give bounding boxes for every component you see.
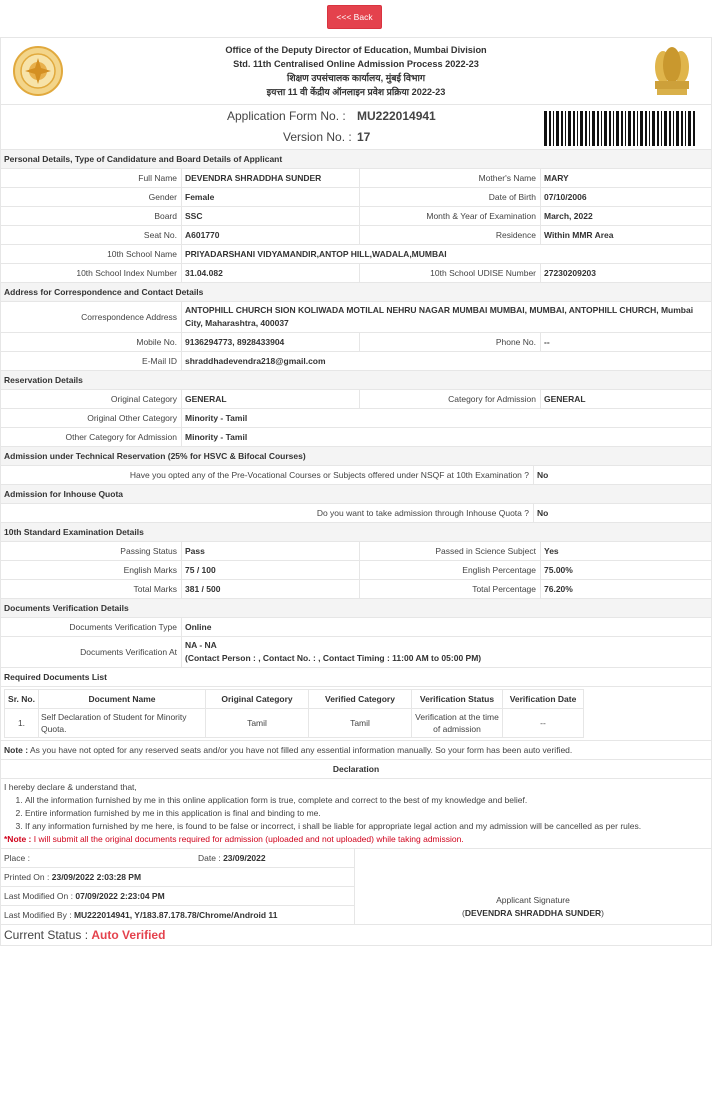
total-marks-value: 381 / 500: [182, 580, 360, 598]
row-seat: [1, 226, 711, 245]
cell-verification-status: Verification at the time of admission: [412, 709, 503, 738]
declaration-title: Declaration: [1, 760, 711, 779]
barcode-bar: [549, 111, 551, 146]
phone-value: --: [544, 337, 550, 347]
index-value: 31.04.082: [182, 264, 360, 282]
barcode-bar: [609, 111, 611, 146]
english-marks-label: English Marks: [1, 561, 182, 579]
section-tenth: 10th Standard Examination Details: [1, 523, 711, 542]
address-value: [182, 302, 711, 332]
gender-value: Female: [182, 188, 360, 206]
version-label: Version No. :: [283, 130, 352, 144]
barcode-bar: [664, 111, 667, 146]
back-button[interactable]: <<< Back: [327, 5, 382, 29]
email-value: shraddhadevendra218@gmail.com: [185, 356, 326, 366]
barcode-bar: [652, 111, 655, 146]
total-marks-label: Total Marks: [1, 580, 182, 598]
barcode-bar: [565, 111, 566, 146]
documents-table-header: [5, 690, 584, 709]
address-line-1: ANTOPHILL CHURCH SION KOLIWADA MOTILAL NEHRU NAGAR MUMBAI MUMBAI, MUMBAI, ANTOPHILL CHURCH, Mumbai: [185, 305, 694, 315]
modified-by-value: MU222014941, Y/183.87.178.78/Chrome/Android 11: [73, 910, 278, 920]
row-index: [1, 264, 711, 283]
printed-value: 23/09/2022 2:03:28 PM: [51, 872, 142, 882]
national-emblem-icon: [647, 43, 697, 99]
row-school: [1, 245, 711, 264]
cell-original-category: Tamil: [206, 709, 309, 738]
barcode-bar: [601, 111, 602, 146]
application-form-number: MU222014941: [357, 109, 436, 123]
documents-table: [4, 689, 584, 738]
barcode-bar: [645, 111, 647, 146]
section-docver: Documents Verification Details: [1, 599, 711, 618]
row-docver-at: [1, 637, 711, 668]
technical-question: Have you opted any of the Pre-Vocational Courses or Subjects offered under NSQF at 10th Examination ?: [1, 466, 534, 484]
header-line-4: इयत्ता 11 वी केंद्रीय ऑनलाइन प्रवेश प्रक्रिया 2022-23: [266, 87, 446, 97]
seat-label: Seat No.: [1, 226, 182, 244]
signature-name: DEVENDRA SHRADDHA SUNDER: [464, 907, 602, 918]
row-name: [1, 169, 711, 188]
modified-row: [1, 887, 354, 906]
barcode-bar: [553, 111, 554, 146]
address-line-2: City, Maharashtra, 400037: [185, 318, 289, 328]
col-sr: Sr. No.: [5, 690, 39, 709]
date-field: [198, 849, 266, 867]
declaration-note-label: *Note :: [4, 834, 32, 844]
barcode-bar: [633, 111, 635, 146]
barcode-bar: [556, 111, 559, 146]
admission-category-label: Category for Admission: [360, 390, 541, 408]
top-bar: [0, 0, 720, 37]
original-other-label: Original Other Category: [1, 409, 182, 427]
technical-answer: No: [537, 470, 549, 480]
barcode-bar: [613, 111, 614, 146]
docver-at-line-1: NA - NA: [185, 640, 217, 650]
school-value: PRIYADARSHANI VIDYAMANDIR,ANTOP HILL,WADALA,MUMBAI: [185, 249, 447, 259]
barcode-bar: [589, 111, 590, 146]
gender-label: Gender: [1, 188, 182, 206]
col-verification-date: Verification Date: [503, 690, 584, 709]
signature-block: [355, 849, 711, 924]
row-passing: [1, 542, 711, 561]
original-category-label: Original Category: [1, 390, 182, 408]
index-label: 10th School Index Number: [1, 264, 182, 282]
passing-label: Passing Status: [1, 542, 182, 560]
declaration-note-text: I will submit all the original documents required for admission (uploaded and not uploaded) while taking admission.: [33, 834, 464, 844]
status-label: Current Status :: [4, 928, 89, 942]
section-technical: Admission under Technical Reservation (25% for HSVC & Bifocal Courses): [1, 447, 711, 466]
barcode-bar: [577, 111, 578, 146]
english-marks-value: 75 / 100: [182, 561, 360, 579]
barcode-bar: [676, 111, 679, 146]
section-reservation: Reservation Details: [1, 371, 711, 390]
barcode-bar: [625, 111, 626, 146]
printed-label: Printed On :: [4, 872, 50, 882]
barcode-bar: [669, 111, 671, 146]
row-other-admission: [1, 428, 711, 447]
col-verification-status: Verification Status: [412, 690, 503, 709]
full-name-label: Full Name: [1, 169, 182, 187]
application-number-block: [1, 105, 711, 150]
maharashtra-seal-icon: [13, 46, 63, 96]
cell-document: Self Declaration of Student for Minority Quota.: [39, 709, 206, 738]
row-category: [1, 390, 711, 409]
english-percentage-label: English Percentage: [360, 561, 541, 579]
barcode-bar: [681, 111, 683, 146]
exam-label: Month & Year of Examination: [360, 207, 541, 225]
row-email: [1, 352, 711, 371]
application-form-label: Application Form No. :: [227, 109, 346, 123]
mobile-value: 9136294773, 8928433904: [182, 333, 360, 351]
barcode-bar: [616, 111, 619, 146]
full-name-value: DEVENDRA SHRADDHA SUNDER: [182, 169, 360, 187]
dob-label: Date of Birth: [360, 188, 541, 206]
declaration-item: 2. Entire information furnished by me in this application is final and binding to me.: [25, 807, 708, 820]
inhouse-answer: No: [537, 508, 549, 518]
header-line-1: Office of the Deputy Director of Education, Mumbai Division: [225, 45, 487, 55]
header-line-2: Std. 11th Centralised Online Admission Process 2022-23: [233, 59, 479, 69]
col-original-category: Original Category: [206, 690, 309, 709]
docver-at-label: Documents Verification At: [1, 637, 182, 667]
declaration-item: 1. All the information furnished by me in this online application form is true, complete and correct to the best of my knowledge and belief.: [25, 794, 708, 807]
footer-block: [1, 849, 711, 925]
declaration-item: 3. If any information furnished by me here, is found to be false or incorrect, i shall be liable for appropriate legal action and my admission will be cancelled as per rules.: [25, 820, 708, 833]
email-label: E-Mail ID: [1, 352, 182, 370]
address-label: Correspondence Address: [1, 302, 182, 332]
signature-label: Applicant Signature: [496, 894, 570, 905]
total-percentage-label: Total Percentage: [360, 580, 541, 598]
barcode-bar: [592, 111, 595, 146]
barcode-bar: [597, 111, 599, 146]
barcode-bar: [637, 111, 638, 146]
date-value: 23/09/2022: [223, 853, 266, 863]
barcode-bar: [561, 111, 563, 146]
original-other-value: Minority - Tamil: [185, 413, 248, 423]
other-admission-label: Other Category for Admission: [1, 428, 182, 446]
note-text: As you have not opted for any reserved seats and/or you have not filled any essential information manually. So your form has been auto verified.: [30, 745, 573, 755]
passing-value: Pass: [182, 542, 360, 560]
row-board: [1, 207, 711, 226]
version-number: 17: [357, 130, 371, 144]
auto-verify-note: [1, 741, 711, 760]
barcode-bar: [649, 111, 650, 146]
section-personal: Personal Details, Type of Candidature and Board Details of Applicant: [1, 150, 711, 169]
barcode-bar: [657, 111, 659, 146]
barcode-bar: [568, 111, 571, 146]
science-value: Yes: [544, 546, 559, 556]
form-header: [1, 38, 711, 105]
residence-value: Within MMR Area: [544, 230, 614, 240]
cell-verification-date: --: [503, 709, 584, 738]
row-technical: [1, 466, 711, 485]
board-label: Board: [1, 207, 182, 225]
row-address: [1, 302, 711, 333]
docver-at-line-2: (Contact Person : , Contact No. : , Contact Timing : 11:00 AM to 05:00 PM): [185, 653, 482, 663]
phone-label: Phone No.: [360, 333, 541, 351]
place-field: [4, 849, 198, 867]
printed-row: [1, 868, 354, 887]
english-percentage-value: 75.00%: [544, 565, 573, 575]
inhouse-question: Do you want to take admission through Inhouse Quota ?: [1, 504, 534, 522]
section-required-docs: Required Documents List: [1, 668, 711, 687]
modified-by-row: [1, 906, 354, 924]
admission-category-value: GENERAL: [544, 394, 586, 404]
school-label: 10th School Name: [1, 245, 182, 263]
total-percentage-value: 76.20%: [544, 584, 573, 594]
application-form: [0, 37, 712, 946]
barcode-bar: [544, 111, 547, 146]
col-verified-category: Verified Category: [309, 690, 412, 709]
other-admission-value: Minority - Tamil: [185, 432, 248, 442]
barcode-icon: [544, 111, 696, 146]
declaration-note: [4, 833, 708, 846]
udise-value: 27230209203: [544, 268, 597, 278]
barcode-bar: [585, 111, 587, 146]
declaration-list: [4, 794, 708, 833]
barcode-bar: [604, 111, 607, 146]
barcode-bar: [640, 111, 643, 146]
footer-details: [1, 849, 355, 924]
declaration-body: [1, 779, 711, 849]
udise-label: 10th School UDISE Number: [360, 264, 541, 282]
docver-at-value: [182, 637, 711, 667]
board-value: SSC: [182, 207, 360, 225]
table-row: [5, 709, 584, 738]
residence-label: Residence: [360, 226, 541, 244]
col-document: Document Name: [39, 690, 206, 709]
docs-table-wrap: [1, 689, 711, 741]
row-total: [1, 580, 711, 599]
row-english: [1, 561, 711, 580]
science-label: Passed in Science Subject: [360, 542, 541, 560]
row-gender: [1, 188, 711, 207]
signature-name-wrap: (DEVENDRA SHRADDHA SUNDER): [461, 907, 604, 918]
exam-value: March, 2022: [544, 211, 593, 221]
row-inhouse: [1, 504, 711, 523]
mother-name-label: Mother's Name: [360, 169, 541, 187]
row-docver-type: [1, 618, 711, 637]
date-label: Date :: [198, 853, 221, 863]
seat-value: A601770: [182, 226, 360, 244]
status-badge: Auto Verified: [91, 928, 166, 942]
mobile-label: Mobile No.: [1, 333, 182, 351]
barcode-bar: [673, 111, 674, 146]
original-category-value: GENERAL: [182, 390, 360, 408]
barcode-bar: [685, 111, 686, 146]
barcode-bar: [573, 111, 575, 146]
docver-type-label: Documents Verification Type: [1, 618, 182, 636]
note-label: Note :: [4, 745, 29, 755]
barcode-bar: [661, 111, 662, 146]
modified-by-label: Last Modified By :: [4, 910, 72, 920]
row-other-category: [1, 409, 711, 428]
barcode-bar: [688, 111, 691, 146]
mother-name-value: MARY: [544, 173, 569, 183]
modified-value: 07/09/2022 2:23:04 PM: [75, 891, 165, 901]
header-line-3: शिक्षण उपसंचालक कार्यालय, मुंबई विभाग: [286, 73, 426, 83]
barcode-bar: [580, 111, 583, 146]
dob-value: 07/10/2006: [544, 192, 587, 202]
cell-sr: 1.: [5, 709, 39, 738]
place-date-row: [1, 849, 354, 868]
barcode-bar: [628, 111, 631, 146]
section-address: Address for Correspondence and Contact Details: [1, 283, 711, 302]
current-status: [1, 925, 711, 945]
row-mobile: [1, 333, 711, 352]
barcode-bar: [693, 111, 695, 146]
declaration-intro: I hereby declare & understand that,: [4, 782, 137, 792]
cell-verified-category: Tamil: [309, 709, 412, 738]
modified-label: Last Modified On :: [4, 891, 73, 901]
docver-type-value: Online: [185, 622, 212, 632]
place-label: Place :: [4, 853, 30, 863]
barcode-bar: [621, 111, 623, 146]
section-inhouse: Admission for Inhouse Quota: [1, 485, 711, 504]
